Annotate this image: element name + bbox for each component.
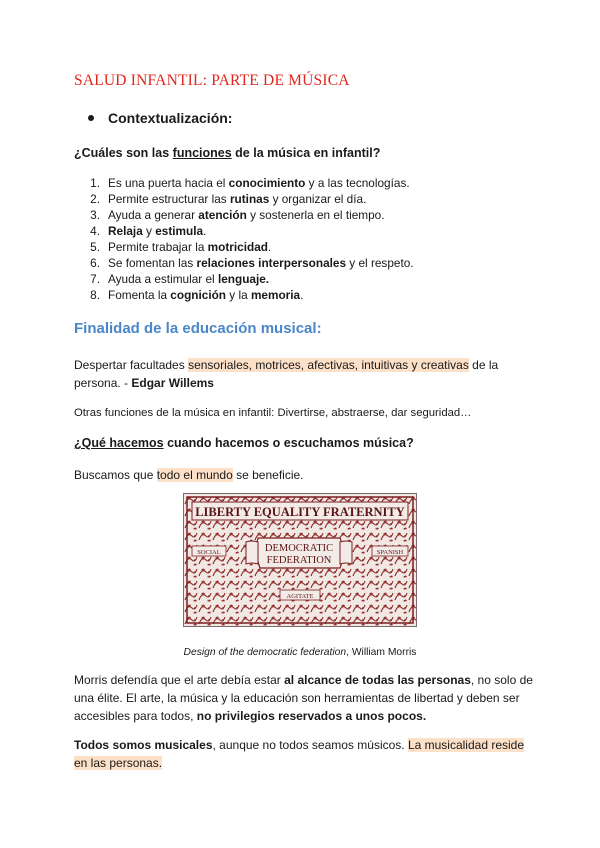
answer-text: Buscamos que [74, 468, 157, 482]
bottom-tag: AGITATE [286, 593, 314, 600]
function-keyword: rutinas [229, 192, 270, 206]
function-text-part: Permite trabajar la [108, 240, 208, 254]
image-caption [0, 647, 600, 658]
morris-paragraph [74, 671, 534, 725]
function-text-part: y sostenerla en el tiempo. [246, 208, 385, 222]
question2-text: cuando hacemos o escuchamos música? [163, 436, 414, 450]
function-keyword: Relaja [108, 224, 143, 238]
left-tag: SOCIAL [197, 549, 221, 556]
function-item [74, 191, 414, 207]
function-text-part: y organizar el día. [269, 192, 367, 206]
function-keyword: cognición [170, 288, 227, 302]
function-text [108, 271, 269, 287]
function-keyword: relaciones interpersonales [196, 256, 347, 270]
function-text [108, 191, 366, 207]
morris-bold-b: al alcance de todas las personas [284, 673, 471, 687]
function-text-part: Fomenta la [108, 288, 171, 302]
function-text-part: . [300, 288, 304, 302]
subheading: Finalidad de la educación musical: [74, 320, 322, 337]
banner-text: LIBERTY EQUALITY FRATERNITY [195, 505, 405, 519]
answer-text-end: se beneficie. [232, 468, 304, 482]
function-text [108, 255, 414, 271]
bullet-dot-icon [88, 115, 94, 121]
question-text-end: de la música en infantil? [231, 146, 381, 160]
function-text [108, 175, 410, 191]
functions-question [74, 146, 380, 160]
function-text-part: Es una puerta hacia el [108, 176, 229, 190]
morris-text-c: , no solo de una élite. El arte, la música y la educación son herramientas de libertad y deben ser accesibles para todos, [74, 673, 533, 723]
functions-list [74, 175, 414, 303]
closing-bold: Todos somos musicales [74, 738, 213, 752]
purpose-paragraph [74, 356, 514, 392]
function-text [108, 287, 303, 303]
function-keyword: atención [198, 208, 247, 222]
center-line-2: FEDERATION [266, 555, 332, 566]
function-text-part: y [142, 224, 156, 238]
function-item [74, 271, 414, 287]
function-text-part: Permite estructurar las [108, 192, 230, 206]
right-tag: SPANISH [376, 549, 404, 556]
question2-underlined: ¿Qué hacemos [74, 436, 164, 450]
purpose-text-end: de la persona. - [74, 358, 499, 390]
function-text-part: y el respeto. [346, 256, 414, 270]
function-text-part: Ayuda a generar [108, 208, 199, 222]
section-bullet-label: Contextualización: [108, 110, 233, 126]
purpose-author: Edgar Willems [131, 376, 214, 390]
function-text [108, 207, 385, 223]
function-item [74, 239, 414, 255]
function-number: 1. [90, 176, 100, 190]
function-text [108, 223, 206, 239]
caption-title: Design of the democratic federation [183, 647, 347, 658]
other-functions: Otras funciones de la música en infantil: Divertirse, abstraerse, dar seguridad… [74, 407, 472, 419]
function-number: 8. [90, 288, 100, 302]
function-item [74, 175, 414, 191]
closing-paragraph [74, 736, 534, 772]
function-keyword: memoria [250, 288, 301, 302]
closing-highlight: La musicalidad reside en las personas. [74, 738, 525, 770]
function-item [74, 255, 414, 271]
function-item [74, 287, 414, 303]
what-we-do-question [74, 434, 414, 452]
question-text: ¿Cuáles son las [74, 146, 173, 160]
function-number: 2. [90, 192, 100, 206]
function-text-part: Se fomentan las [108, 256, 197, 270]
function-text-part: y la [226, 288, 251, 302]
function-text-part: . [203, 224, 207, 238]
answer-highlight: todo el mundo [156, 468, 233, 482]
function-keyword: conocimiento [228, 176, 306, 190]
purpose-text: Despertar facultades [74, 358, 189, 372]
function-text-part: y a las tecnologías. [305, 176, 410, 190]
function-number: 5. [90, 240, 100, 254]
question-underlined: funciones [172, 146, 232, 160]
caption-author: , William Morris [346, 647, 417, 658]
function-keyword: motricidad [207, 240, 268, 254]
page-title: SALUD INFANTIL: PARTE DE MÚSICA [74, 72, 350, 89]
center-line-1: DEMOCRATIC [264, 543, 334, 554]
answer-paragraph [74, 466, 304, 484]
function-number: 6. [90, 256, 100, 270]
morris-bold-d: no privilegios reservados a unos pocos. [196, 709, 427, 723]
design-artwork [184, 494, 416, 626]
section-bullet [88, 110, 232, 126]
democratic-federation-image [183, 493, 417, 627]
function-item [74, 207, 414, 223]
function-keyword: lenguaje. [217, 272, 270, 286]
closing-text: , aunque no todos seamos músicos. [212, 738, 408, 752]
function-item [74, 223, 414, 239]
morris-text-a: Morris defendía que el arte debía estar [74, 673, 285, 687]
function-keyword: estimula [155, 224, 204, 238]
purpose-highlight: sensoriales, motrices, afectivas, intuitivas y creativas [188, 358, 469, 372]
function-text-part: Ayuda a estimular el [108, 272, 218, 286]
function-number: 7. [90, 272, 100, 286]
function-number: 3. [90, 208, 100, 222]
function-text-part: . [267, 240, 272, 254]
function-number: 4. [90, 224, 100, 238]
function-text [108, 239, 271, 255]
